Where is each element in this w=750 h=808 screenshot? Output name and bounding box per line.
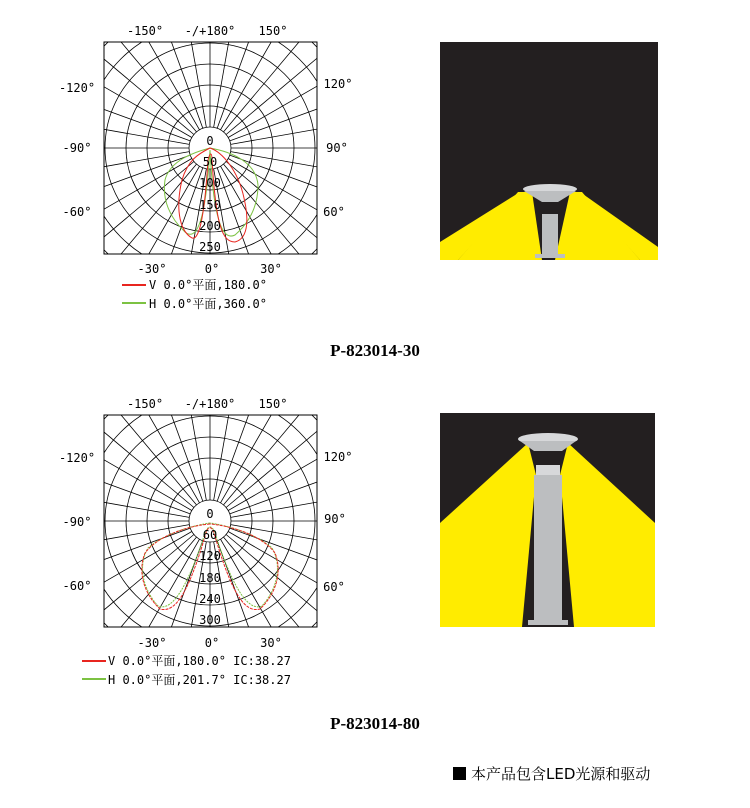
footer-note [453,763,650,784]
radial-label: 60 [202,528,218,542]
radial-label: 120 [199,549,221,563]
angle-label-bottom-center: 0° [204,262,220,276]
angle-label-top-center: -/+180° [184,24,236,38]
angle-label-top-left: -150° [126,24,164,38]
square-bullet-icon [453,767,466,780]
grid-spoke [223,0,338,132]
lamp-pole [534,475,562,621]
grid-spoke [231,113,407,144]
legend [82,654,291,687]
radial-label: 240 [199,592,221,606]
angle-label-left-upper: -120° [58,451,96,465]
angle-label-right-upper: 120° [323,450,353,464]
angle-label-top-left: -150° [126,397,164,411]
angle-label-left-middle: -90° [62,141,92,155]
grid-spoke [228,159,383,249]
grid-spoke [221,539,311,694]
photometric-panel-2 [0,373,750,733]
grid-spoke [228,421,383,511]
light-beam-right [560,443,655,627]
angle-label-right-lower: 60° [323,580,345,594]
grid-spoke [221,0,311,130]
grid-spoke [81,373,196,505]
grid-spoke [228,48,383,138]
grid-spoke [221,373,311,503]
angle-label-bottom-right: 30° [260,262,282,276]
grid-spoke [13,525,189,556]
grid-spoke [13,113,189,144]
angle-label-right-middle: 90° [324,512,346,526]
grid-spoke [214,0,245,127]
grid-spoke [81,0,196,132]
angle-label-bottom-left: -30° [137,636,167,650]
legend-label-h: H 0.0°平面,201.7° IC:38.27 [108,673,291,687]
legend-label-v: V 0.0°平面,180.0° [149,278,267,292]
legend-label-v: V 0.0°平面,180.0° IC:38.27 [108,654,291,668]
radial-label: 150 [199,198,221,212]
radial-label: 0 [206,507,214,521]
light-beam-left [440,443,536,627]
grid-spoke [214,373,245,500]
lamp-scene-svg [440,42,658,260]
model-label: P-823014-80 [330,714,420,733]
grid-spoke [110,539,200,694]
grid-spoke [175,373,206,500]
angle-label-right-upper: 120° [323,77,353,91]
grid-spoke [110,0,200,130]
grid-spoke [228,532,383,622]
grid-spoke [175,0,206,127]
angle-label-top-right: 150° [258,397,288,411]
angle-label-left-upper: -120° [58,81,96,95]
grid-spoke [223,373,338,505]
lamp-cap [536,465,560,475]
grid-spoke [231,486,407,517]
grid-spoke [13,486,189,517]
grid-spoke [231,525,407,556]
radial-label: 50 [202,155,218,169]
lamp-pole [542,214,558,254]
model-label: P-823014-30 [330,341,420,360]
angle-label-bottom-right: 30° [260,636,282,650]
lamp-base [535,254,565,258]
angle-label-top-right: 150° [258,24,288,38]
grid-spoke [37,421,192,511]
angle-label-right-middle: 90° [326,141,348,155]
radial-label: 100 [199,176,221,190]
grid-spoke [13,152,189,183]
radial-label: 180 [199,571,221,585]
angle-label-left-lower: -60° [62,205,92,219]
radial-label: 300 [199,613,221,627]
radial-label: 0 [206,134,214,148]
lamp-illustration-1 [440,42,658,260]
angle-label-bottom-center: 0° [204,636,220,650]
legend-label-h: H 0.0°平面,360.0° [149,297,267,311]
legend [122,278,267,311]
grid-spoke [37,532,192,622]
lamp-scene-svg [440,413,655,627]
radial-label: 250 [199,240,221,254]
polar-diagram-2 [0,373,440,703]
lamp-base [528,620,568,625]
polar-diagram-1 [0,0,440,330]
angle-label-left-lower: -60° [62,579,92,593]
grid-spoke [110,373,200,503]
lamp-illustration-2 [440,413,655,627]
angle-label-left-middle: -90° [62,515,92,529]
radial-label: 200 [199,219,221,233]
angle-label-top-center: -/+180° [184,397,236,411]
footer-text: 本产品包含LED光源和驱动 [471,765,651,783]
angle-label-right-lower: 60° [323,205,345,219]
angle-label-bottom-left: -30° [137,262,167,276]
photometric-panel-1 [0,0,750,360]
